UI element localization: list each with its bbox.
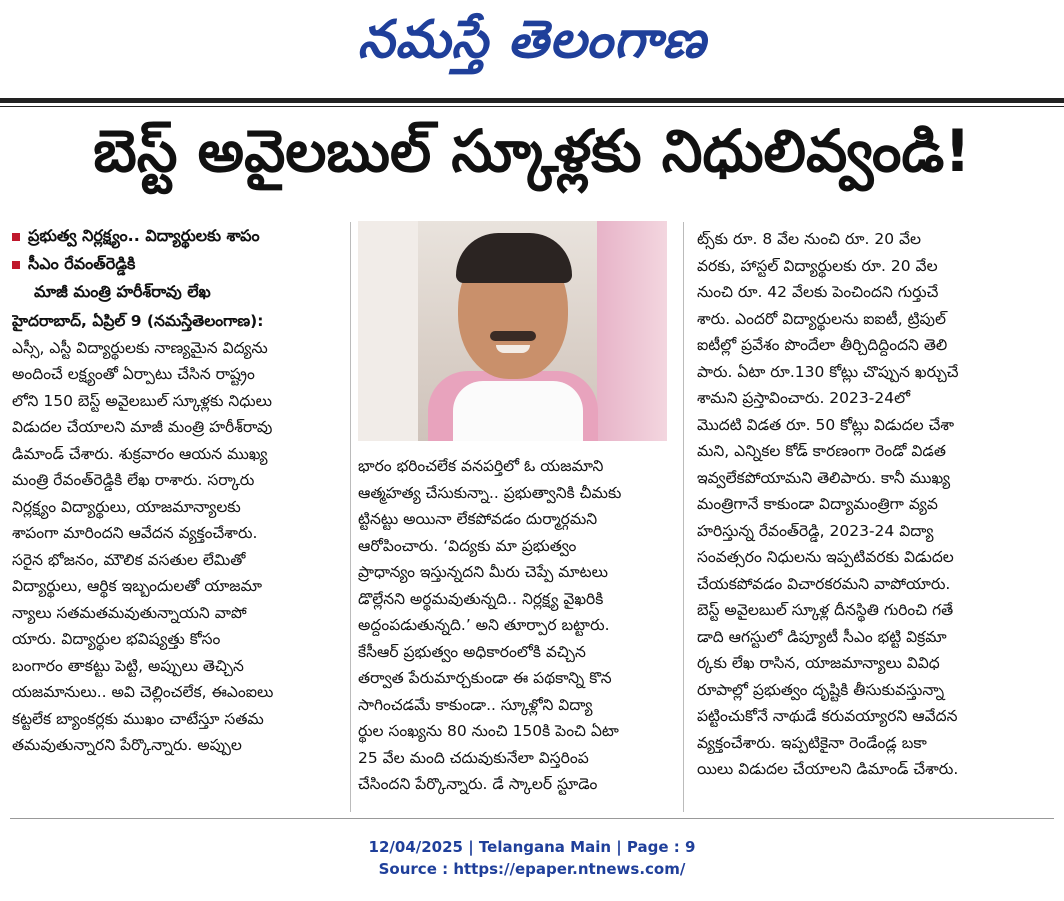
text-line: మంత్రిగానే కాకుండా విద్యామంత్రిగా వ్యవ xyxy=(697,495,938,513)
text-line: మొదటి విడత రూ. 50 కోట్లు విడుదల చేశా xyxy=(697,415,955,434)
text-line: అద్దంపడుతున్నది.’ అని తూర్పార బట్టారు. xyxy=(358,616,610,634)
text-line: బెస్ట్ అవైలబుల్ స్కూళ్ల దీనస్థితి గురించి గతే xyxy=(697,601,954,619)
footer-date-page: 12/04/2025 | Telangana Main | Page : 9 xyxy=(368,838,696,856)
masthead-title: నమస్తే తెలంగాణ xyxy=(357,9,707,70)
divider xyxy=(10,818,1054,819)
text-line: హరిస్తున్న రేవంత్‌రెడ్డి, 2023-24 విద్యా xyxy=(697,521,934,540)
text-line: న్యాలు సతమతమవుతున్నాయని వాపో xyxy=(12,603,247,622)
divider xyxy=(0,106,1064,107)
text-line: బంగారం తాకట్టు పెట్టి, అప్పులు తెచ్చిన xyxy=(12,656,244,675)
text-line: చేయకపోవడం విచారకరమని వాపోయారు. xyxy=(697,574,951,593)
divider xyxy=(0,98,1064,103)
bullet-item xyxy=(12,222,347,250)
text-line: ఆరోపించారు. ‘విద్యకు మా ప్రభుత్వం xyxy=(358,536,577,555)
text-line: నుంచి రూ. 42 వేలకు పెంచిందని గుర్తుచే xyxy=(697,283,939,301)
text-line: ట్స్‌కు రూ. 8 వేల నుంచి రూ. 20 వేల xyxy=(697,230,922,248)
text-line: కట్టలేక బ్యాంకర్లకు ముఖం చాటేస్తూ సతమ xyxy=(12,709,264,728)
photo-shirt xyxy=(453,381,583,441)
byline: మాజీ మంత్రి హరీశ్‌రావు లేఖ xyxy=(34,282,211,301)
text-line: ర్థుల సంఖ్యను 80 నుంచి 150కి పెంచి ఏటా xyxy=(358,722,619,740)
text-line: పారు. ఏటా రూ.130 కోట్లు చొప్పున ఖర్చుచే xyxy=(697,362,959,381)
masthead xyxy=(0,0,1064,92)
text-line: డిమాండ్ చేశారు. శుక్రవారం ఆయన ముఖ్య xyxy=(12,444,268,463)
article-text xyxy=(358,453,670,798)
column-3 xyxy=(697,226,1055,783)
text-line: పట్టించుకోనే నాథుడే కరువయ్యారని ఆవేదన xyxy=(697,707,958,725)
column-2 xyxy=(358,453,670,798)
text-line: భారం భరించలేక వనపర్తిలో ఓ యజమాని xyxy=(358,457,604,475)
text-line: ఇవ్వలేకపోయామని తెలిపారు. కానీ ముఖ్య xyxy=(697,468,951,487)
text-line: తమవుతున్నారని పేర్కొన్నారు. అప్పుల xyxy=(12,736,242,754)
text-line: సంవత్సరం నిధులను ఇప్పటివరకు విడుదల xyxy=(697,548,954,566)
dateline: హైదరాబాద్, ఏప్రిల్ 9 (నమస్తేతెలంగాణ): xyxy=(12,312,264,330)
article-text xyxy=(12,335,347,759)
text-line: తర్వాత పేరుమార్చకుండా ఈ పథకాన్ని కొన xyxy=(358,669,612,687)
text-line: విద్యార్థులు, ఆర్థిక ఇబ్బందులతో యాజమా xyxy=(12,577,263,595)
article-text xyxy=(697,226,1055,783)
text-line: శాపంగా మారిందని ఆవేదన వ్యక్తంచేశారు. xyxy=(12,524,258,542)
text-line: శారు. ఎందరో విద్యార్థులను ఐఐటీ, ట్రిపుల్ xyxy=(697,309,947,328)
text-line: రూపాల్లో ప్రభుత్వం దృష్టికి తీసుకువస్తున్నా xyxy=(697,680,945,699)
text-line: ర్కకు లేఖ రాసిన, యాజమాన్యాలు వివిధ xyxy=(697,654,940,672)
text-line: చేసిందని పేర్కొన్నారు. డే స్కాలర్ స్టూడెం xyxy=(358,775,598,793)
text-line: ప్రాధాన్యం ఇస్తున్నదని మీరు చెప్పే మాటలు xyxy=(358,563,608,581)
text-line: ఐటీల్లో ప్రవేశం పొందేలా తీర్చిదిద్దిందని తెలి xyxy=(697,336,948,354)
article-photo xyxy=(358,221,667,441)
bullet-square-icon xyxy=(12,233,20,241)
bullet-item xyxy=(12,250,347,278)
bullet-text: సీఎం రేవంత్‌రెడ్డికి xyxy=(28,254,136,273)
text-line: లోని 150 బెస్ట్ అవైలబుల్ స్కూళ్లకు నిధులు xyxy=(12,391,272,410)
text-line: విడుదల చేయాలని మాజీ మంత్రి హరీశ్‌రావు xyxy=(12,418,273,436)
column-1 xyxy=(12,222,347,759)
text-line: 25 వేల మంది చదువుకునేలా విస్తరింప xyxy=(358,748,589,767)
footer xyxy=(0,836,1064,880)
column-divider xyxy=(683,222,684,812)
text-line: సరైన భోజనం, మౌలిక వసతుల లేమితో xyxy=(12,550,246,569)
photo-background xyxy=(358,221,418,441)
text-line: నిర్లక్ష్యం విద్యార్థులు, యాజమాన్యాలకు xyxy=(12,497,241,516)
bullet-square-icon xyxy=(12,261,20,269)
column-divider xyxy=(350,222,351,812)
text-line: వరకు, హాస్టల్ విద్యార్థులకు రూ. 20 వేల xyxy=(697,256,938,275)
footer-source[interactable]: Source : https://epaper.ntnews.com/ xyxy=(378,860,686,878)
text-line: మని, ఎన్నికల కోడ్ కారణంగా రెండో విడత xyxy=(697,442,946,460)
text-line: అందించే లక్ష్యంతో ఏర్పాటు చేసిన రాష్ట్రం xyxy=(12,365,255,383)
text-line: వ్యక్తంచేశారు. ఇప్పటికైనా రెండేండ్ల బకా xyxy=(697,733,927,752)
text-line: యజమానులు.. అవి చెల్లించలేక, ఈఎంఐలు xyxy=(12,683,274,701)
text-line: డాది ఆగస్టులో డిప్యూటీ సీఎం భట్టి విక్రమా xyxy=(697,627,947,646)
text-line: కేసీఆర్ ప్రభుత్వం అధికారంలోకి వచ్చిన xyxy=(358,642,586,661)
photo-background xyxy=(597,221,667,441)
photo-mustache xyxy=(490,331,536,341)
bullet-text: ప్రభుత్వ నిర్లక్ష్యం.. విద్యార్థులకు శాపం xyxy=(28,226,260,245)
text-line: మంత్రి రేవంత్‌రెడ్డికి లేఖ రాశారు. సర్కారు xyxy=(12,471,255,489)
photo-hair xyxy=(456,233,572,283)
photo-smile xyxy=(496,345,530,353)
text-line: యారు. విద్యార్థుల భవిష్యత్తు కోసం xyxy=(12,630,221,648)
text-line: శామని ప్రస్తావించారు. 2023-24లో xyxy=(697,389,911,407)
text-line: ఆత్మహత్య చేసుకున్నా.. ప్రభుత్వానికి చీమకు xyxy=(358,483,622,502)
text-line: డొల్లేనని అర్థమవుతున్నది.. నిర్లక్ష్య వైఖరికి xyxy=(358,589,604,608)
text-line: సాగించడమే కాకుండా.. స్కూళ్లోని విద్యా xyxy=(358,695,593,714)
headline: బెస్ట్ అవైలబుల్ స్కూళ్లకు నిధులివ్వండి! xyxy=(93,116,971,185)
text-line: యిలు విడుదల చేయాలని డిమాండ్ చేశారు. xyxy=(697,760,959,778)
text-line: ట్టినట్టు అయినా లేకపోవడం దుర్మార్గమని xyxy=(358,510,598,528)
text-line: ఎస్సీ, ఎస్టీ విద్యార్థులకు నాణ్యమైన విద్యను xyxy=(12,338,268,357)
